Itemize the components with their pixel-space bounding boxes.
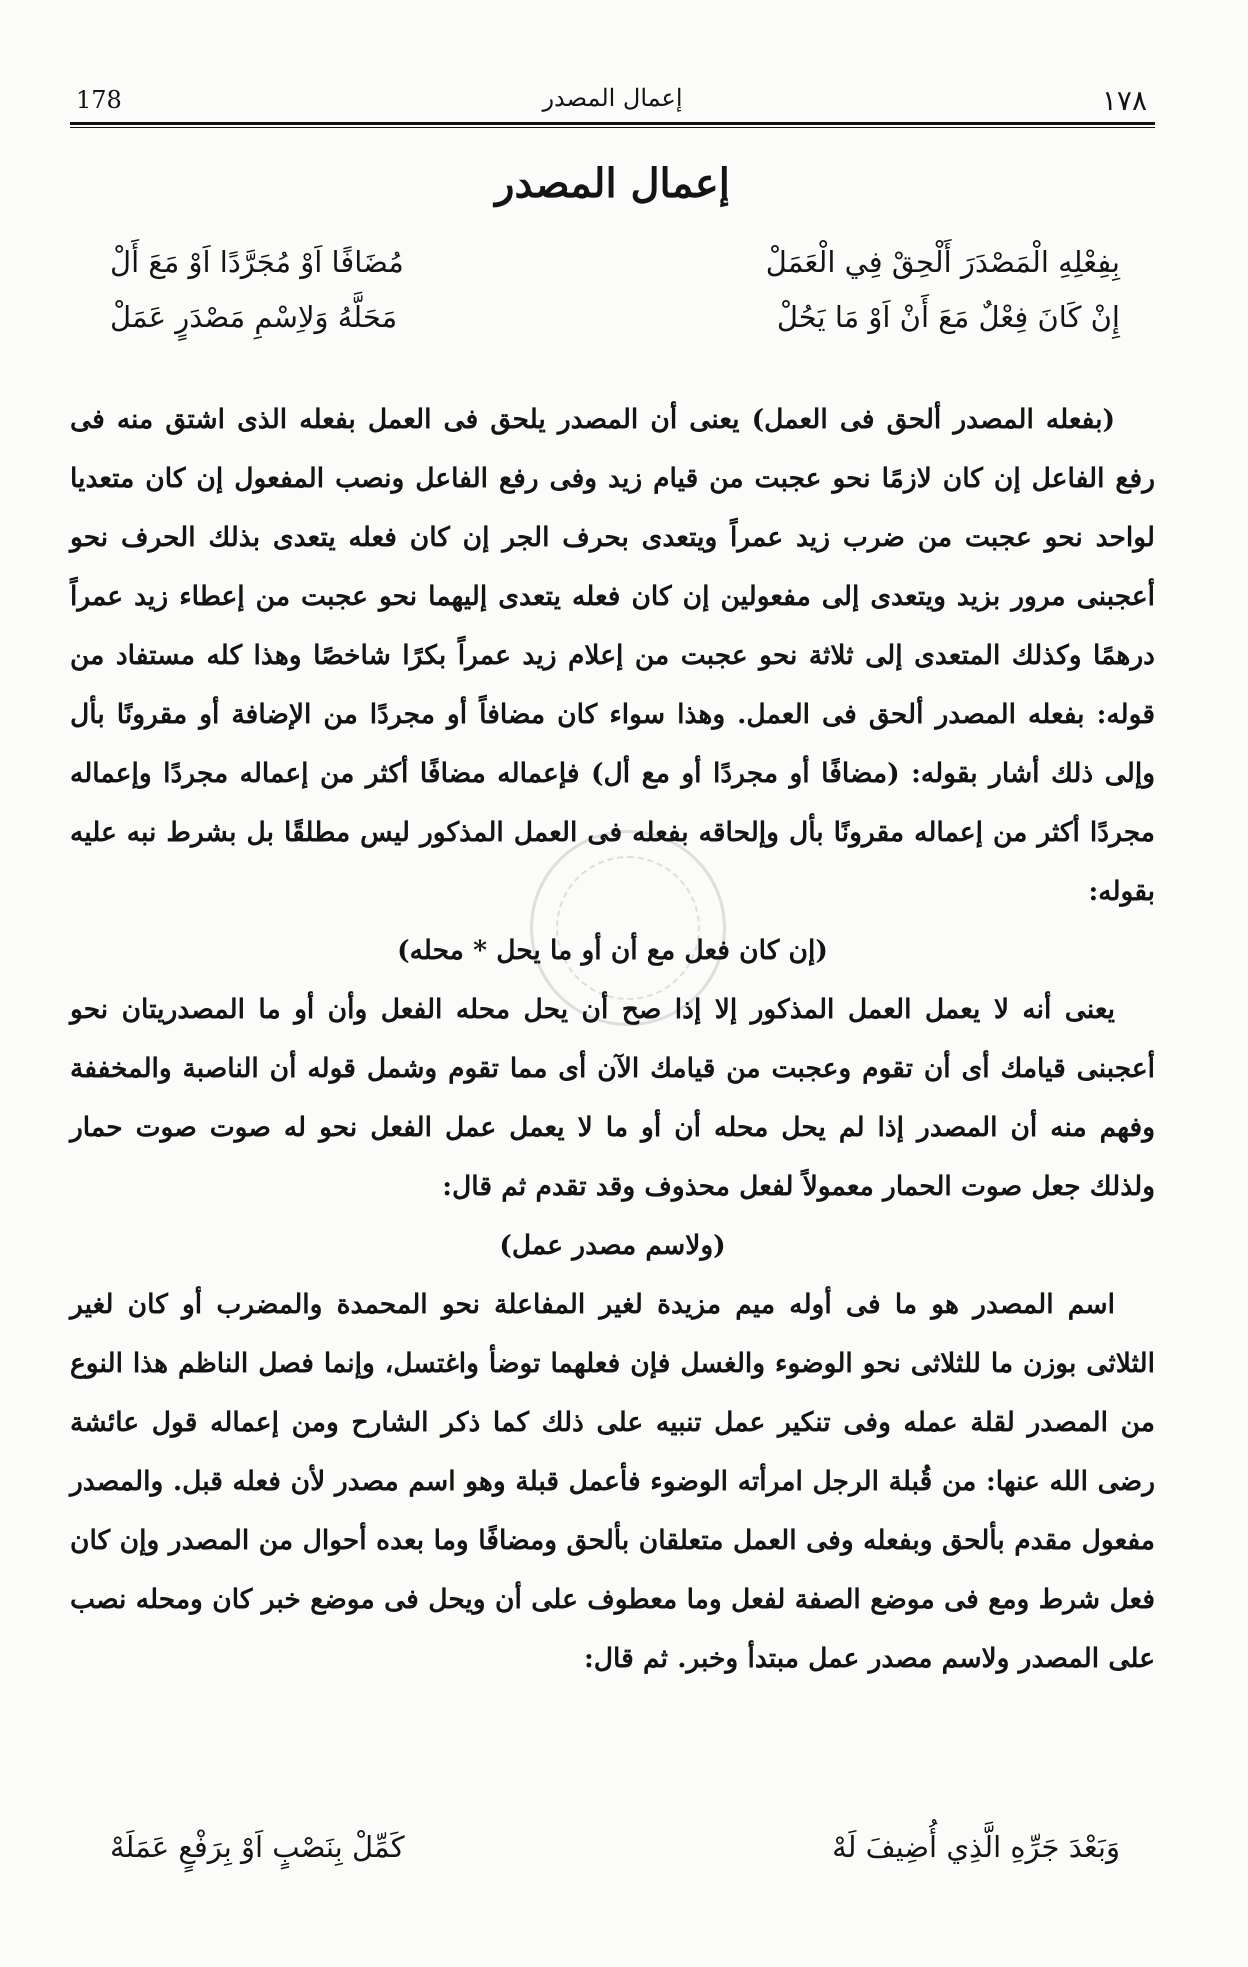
- verse-hemistich: مَحَلَّهُ وَلاِسْمِ مَصْدَرٍ عَمَلْ: [110, 300, 398, 334]
- body-text: [70, 390, 1155, 1688]
- verse-line-bottom: [110, 1830, 1120, 1880]
- book-page: [70, 60, 1155, 1930]
- paragraph: اسم المصدر هو ما فى أوله ميم مزيدة لغير المفاعلة نحو المحمدة والمضرب أو كان لغير الثلاثى بوزن ما للثلاثى نحو الوضوء والغسل فإن فعلهما توضأ واغتسل، وإنما فصل الناظم هذا النوع من المصدر لقلة عمله وفى تنكير عمل تنبيه على ذلك كما ذكر الشارح ومن إعماله قول عائشة رضى الله عنها: من قُبلة الرجل امرأته الوضوء فأعمل قبلة وهو اسم مصدر لأن فعله قبل. والمصدر مفعول مقدم بألحق وبفعله وفى العمل متعلقان بألحق ومضافًا وما بعده أحوال من المصدر وإن كان فعل شرط ومع فى موضع الصفة لفعل وما معطوف على أن ويحل فى موضع خبر كان ومحله نصب على المصدر ولاسم مصدر عمل مبتدأ وخبر. ثم قال:: [70, 1289, 1155, 1674]
- verse-hemistich: إِنْ كَانَ فِعْلٌ مَعَ أَنْ اَوْ مَا يَحُلْ: [776, 300, 1120, 334]
- paragraph: (بفعله المصدر ألحق فى العمل) يعنى أن المصدر يلحق فى العمل بفعله الذى اشتق منه فى رفع الفاعل إن كان لازمًا نحو عجبت من قيام زيد وفى رفع الفاعل ونصب المفعول إن كان متعديا لواحد نحو عجبت من ضرب زيد عمراً ويتعدى بحرف الجر إن كان فعله يتعدى بذلك الحرف نحو أعجبنى مرور بزيد ويتعدى إلى مفعولين إن كان فعله يتعدى إليهما نحو عجبت من إعطاء زيد عمراً درهمًا وكذلك المتعدى إلى ثلاثة نحو عجبت من إعلام زيد عمراً بكرًا شاخصًا وهذا كله مستفاد من قوله: بفعله المصدر ألحق فى العمل. وهذا سواء كان مضافاً أو مجردًا من الإضافة أو مقرونًا بأل وإلى ذلك أشار بقوله: (مضافًا أو مجردًا أو مع أل) فإعماله مضافًا أكثر من إعماله مجردًا وإعماله مجردًا أكثر من إعماله مقرونًا بأل وإلحاقه بفعله فى العمل المذكور ليس مطلقًا بل بشرط نبه عليه بقوله:: [70, 404, 1155, 907]
- verse-line-2: [110, 300, 1120, 350]
- verse-hemistich: وَبَعْدَ جَرِّهِ الَّذِي أُضِيفَ لَهْ: [832, 1830, 1120, 1864]
- verse-hemistich: كَمِّلْ بِنَصْبٍ اَوْ بِرَفْعٍ عَمَلَهْ: [110, 1830, 405, 1864]
- page-number-arabic: ١٧٨: [1101, 84, 1147, 117]
- paragraph: يعنى أنه لا يعمل العمل المذكور إلا إذا صح أن يحل محله الفعل وأن أو ما المصدريتان نحو أعجبنى قيامك أى أن تقوم وعجبت من قيامك الآن أى مما تقوم وشمل قوله أن الناصبة والمخففة وفهم منه أن المصدر إذا لم يحل محله أن أو ما لا يعمل عمل الفعل نحو له صوت صوت حمار ولذلك جعل صوت الحمار معمولاً لفعل محذوف وقد تقدم ثم قال:: [70, 994, 1155, 1202]
- quoted-verse: (ولاسم مصدر عمل): [499, 1230, 726, 1261]
- page-number-latin: 178: [76, 86, 122, 114]
- verse-line-1: [110, 245, 1120, 295]
- header-rule: [70, 122, 1155, 128]
- verse-hemistich: مُضَافًا اَوْ مُجَرَّدًا اَوْ مَعَ أَلْ: [110, 245, 404, 279]
- quoted-verse: (إن كان فعل مع أن أو ما يحل * محله): [397, 935, 828, 966]
- running-title: إعمال المصدر: [542, 84, 683, 112]
- page-header: [70, 78, 1155, 128]
- verse-hemistich: بِفِعْلِهِ الْمَصْدَرَ أَلْحِقْ فِي الْعَمَلْ: [765, 245, 1120, 279]
- chapter-title: إعمال المصدر: [495, 160, 730, 207]
